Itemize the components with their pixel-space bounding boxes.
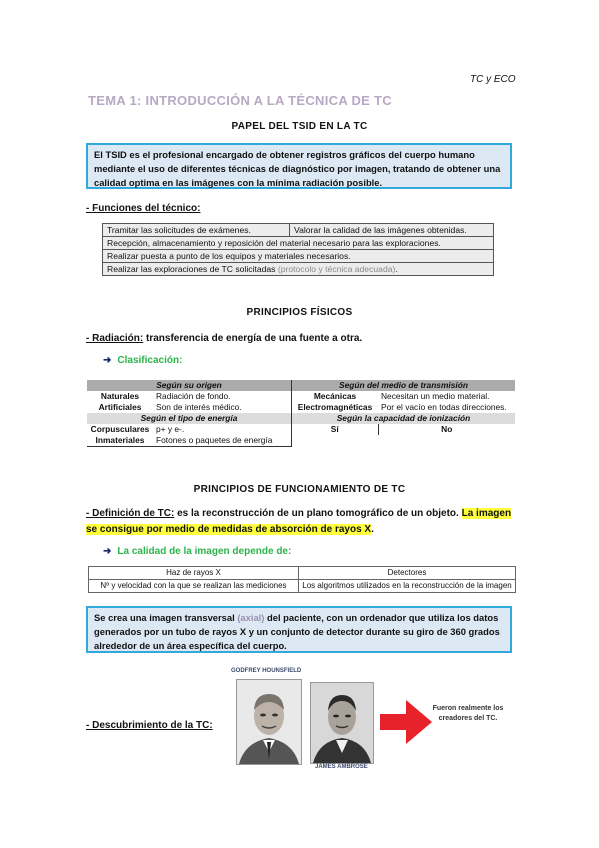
table-row — [87, 391, 515, 402]
table-row — [89, 580, 516, 593]
clasificacion-table — [87, 380, 515, 447]
table-cell: Tramitar las solicitudes de exámenes. — [103, 224, 290, 237]
table-cell: Corpusculares — [90, 424, 150, 434]
hounsfield-label: GODFREY HOUNSFIELD — [231, 668, 302, 674]
table-header: Según del medio de transmisión — [292, 380, 516, 391]
table-row — [87, 435, 515, 447]
table-row — [87, 402, 515, 413]
table-row — [87, 424, 515, 435]
radiacion-text: transferencia de energía de una fuente a otra. — [143, 333, 363, 344]
table-cell: Valorar la calidad de las imágenes obtenidas. — [290, 224, 494, 237]
table-cell: Radiación de fondo. — [156, 391, 231, 401]
table-cell: Por el vacío en todas direcciones. — [381, 402, 507, 412]
table-cell: Los algoritmos utilizados en la reconstrucción de la imagen — [299, 580, 516, 593]
funciones-table — [102, 223, 494, 276]
table-row — [87, 413, 515, 424]
table-row — [103, 224, 494, 237]
descubrimiento-heading: - Descubrimiento de la TC: — [86, 720, 213, 731]
tsid-definition-text: El TSID es el profesional encargado de obtener registros gráficos del cuerpo humano mediante el uso de diferentes técnicas de diagnóstico por imagen, tratando de obtener una calidad optima en las imágenes con la mínima radiación posible. — [94, 149, 501, 188]
clasificacion-label: Clasificación: — [117, 355, 183, 366]
table-cell: Nº y velocidad con la que se realizan las mediciones — [89, 580, 299, 593]
ambrose-label: JAMES AMBROSE — [315, 764, 368, 770]
tsid-definition-box — [86, 143, 512, 189]
table-cell: Necesitan un medio material. — [381, 391, 490, 401]
table-row — [103, 263, 494, 276]
papel-title: PAPEL DEL TSID EN LA TC — [231, 121, 368, 132]
table-row — [103, 237, 494, 250]
table-row — [87, 380, 515, 391]
tema-title: TEMA 1: INTRODUCCIÓN A LA TÉCNICA DE TC — [88, 93, 392, 108]
tc-box-text: Se crea una imagen transversal — [94, 612, 238, 623]
funcionamiento-title: PRINCIPIOS DE FUNCIONAMIENTO DE TC — [193, 484, 406, 495]
tc-box-text-end: del paciente, con un ordenador que utiliza los datos generados por un tubo de rayos X y un conjunto de detector durante su giro de 360 grados alrededor de un área específica del cuerpo. — [94, 612, 500, 651]
row-grey-text: (protocolo y técnica adecuada) — [277, 264, 396, 274]
table-cell: Recepción, almacenamiento y reposición del material necesario para las exploraciones. — [103, 237, 494, 250]
course-label: TC y ECO — [470, 74, 516, 85]
table-row — [89, 567, 516, 580]
portrait-icon — [311, 683, 373, 763]
calidad-line — [103, 546, 291, 557]
table-header: Según la capacidad de ionización — [292, 413, 516, 424]
calidad-table — [88, 566, 516, 593]
table-cell — [103, 263, 494, 276]
definicion-highlight: La imagen se consigue por medio de medidas de absorción de rayos X — [86, 508, 512, 535]
principios-title: PRINCIPIOS FÍSICOS — [246, 307, 353, 318]
table-header: Detectores — [299, 567, 516, 580]
table-header: Haz de rayos X — [89, 567, 299, 580]
table-header: Según su origen — [87, 380, 292, 391]
creators-caption: Fueron realmente los creadores del TC. — [432, 705, 504, 722]
row-end: . — [395, 264, 398, 274]
table-cell: Artificiales — [98, 402, 142, 412]
table-cell: Fotones o paquetes de energía — [153, 435, 292, 447]
definicion-label: - Definición de TC: — [86, 508, 175, 519]
table-cell: Naturales — [100, 391, 140, 401]
arrow-bullet-icon: ➜ — [103, 355, 112, 366]
tc-image-box — [86, 606, 512, 653]
radiacion-line — [86, 333, 362, 344]
table-cell: No — [378, 424, 515, 435]
definicion-paragraph — [86, 506, 516, 538]
ambrose-portrait — [310, 682, 374, 764]
hounsfield-portrait — [236, 679, 302, 765]
definicion-text: es la reconstrucción de un plano tomográfico de un objeto. — [174, 508, 462, 519]
table-cell: Inmateriales — [87, 435, 153, 447]
row-text: Realizar las exploraciones de TC solicitadas — [107, 264, 278, 274]
arrow-bullet-icon: ➜ — [103, 546, 112, 557]
radiacion-label: - Radiación: — [86, 333, 144, 344]
table-cell: Realizar puesta a punto de los equipos y materiales necesarios. — [103, 250, 494, 263]
table-row — [103, 250, 494, 263]
red-arrow-icon — [380, 698, 432, 751]
funciones-heading: - Funciones del técnico: — [86, 203, 201, 214]
calidad-label: La calidad de la imagen depende de: — [117, 546, 292, 557]
tc-box-axial: (axial) — [237, 612, 265, 623]
table-cell: Sí — [292, 424, 379, 435]
table-cell: Mecánicas — [292, 391, 379, 402]
table-cell: Son de interés médico. — [156, 402, 242, 412]
table-cell: Electromagnéticas — [292, 402, 379, 413]
table-cell: p+ y e-. — [156, 424, 185, 434]
definicion-end: . — [371, 524, 374, 535]
table-header: Según el tipo de energía — [87, 413, 292, 424]
clasificacion-line — [103, 355, 182, 366]
portrait-icon — [237, 680, 301, 764]
